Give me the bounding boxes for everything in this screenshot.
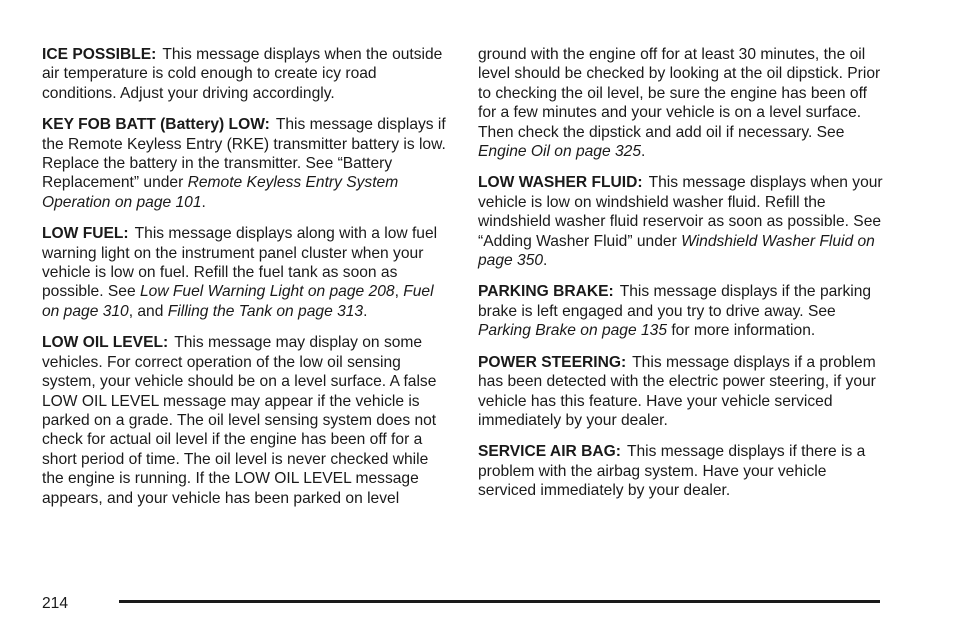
body-text: . (363, 302, 368, 320)
left-column (42, 45, 447, 520)
message-entry-service-air-bag (478, 442, 883, 500)
message-entry-key-fob-batt-low (42, 115, 447, 212)
message-entry-power-steering (478, 353, 883, 431)
body-text: This message displays when your vehicle is low on windshield washer fluid. Refill the windshield washer fluid reservoir as soon as possible. See “Adding Washer Fluid” under (478, 174, 883, 250)
message-heading: KEY FOB BATT (Battery) LOW: (42, 116, 270, 134)
message-entry-parking-brake (478, 282, 883, 340)
cross-reference: Engine Oil on page 325 (478, 143, 641, 161)
message-heading: PARKING BRAKE: (478, 283, 614, 301)
body-text: , (394, 283, 404, 301)
body-text: . (641, 143, 646, 161)
body-text: This message displays if the Remote Keyless Entry (RKE) transmitter battery is low. Replace the battery in the transmitter. See “Battery Replacement” under (42, 116, 446, 192)
right-column (478, 45, 883, 513)
body-text: This message displays when the outside air temperature is cold enough to create icy road conditions. Adjust your driving accordingly. (42, 46, 443, 102)
message-heading: LOW FUEL: (42, 225, 129, 243)
body-text: This message displays if the parking brake is left engaged and you try to drive away. See (478, 283, 872, 320)
message-entry-continued (478, 45, 883, 161)
message-entry-low-fuel (42, 224, 447, 321)
footer-rule (119, 600, 880, 603)
body-text: This message displays if there is a problem with the airbag system. Have your vehicle serviced immediately by your dealer. (478, 443, 866, 500)
message-heading: POWER STEERING: (478, 353, 627, 371)
cross-reference: Low Fuel Warning Light on page 208 (139, 283, 395, 301)
body-text: . (201, 193, 206, 211)
cross-reference: Parking Brake on page 135 (478, 322, 667, 340)
body-text: for more information. (667, 322, 816, 340)
message-entry-low-washer-fluid (478, 173, 883, 270)
message-heading: LOW WASHER FLUID: (478, 174, 643, 192)
message-entry-ice-possible (42, 45, 447, 103)
cross-reference: Fuel on page 310 (42, 283, 434, 320)
body-text: , and (128, 302, 168, 320)
body-text: This message may display on some vehicles. For correct operation of the low oil sensing system, your vehicle should be on a level surface. A false LOW OIL LEVEL message may appear if the vehicle is parked on a grade. The oil level sensing system does not check for actual oil level if the engine has been off for a short period of time. The oil level is never checked while the engine is running. If the LOW OIL LEVEL message appears, and your vehicle has been parked on level (42, 334, 437, 507)
body-text: ground with the engine off for at least 30 minutes, the oil level should be checked by looking at the oil dipstick. Prior to checking the oil level, be sure the engine has been off for a few minutes and your vehicle is on a level surface. Then check the dipstick and add oil if necessary. See (478, 46, 881, 141)
message-entry-low-oil-level (42, 333, 447, 508)
page-number: 214 (42, 595, 69, 612)
body-text: This message displays along with a low fuel warning light on the instrument panel cluster when your vehicle is low on fuel. Refill the fuel tank as soon as possible. See (42, 225, 438, 301)
body-text: This message displays if a problem has been detected with the electric power steering, if your vehicle has this feature. Have your vehicle serviced immediately by your dealer. (478, 353, 876, 429)
cross-reference: Filling the Tank on page 313 (167, 302, 364, 320)
message-heading: ICE POSSIBLE: (42, 46, 157, 63)
cross-reference: Windshield Washer Fluid on page 350 (478, 232, 875, 270)
body-text: . (543, 252, 548, 270)
cross-reference: Remote Keyless Entry System Operation on page 101 (42, 174, 399, 211)
message-heading: SERVICE AIR BAG: (478, 443, 621, 461)
message-heading: LOW OIL LEVEL: (42, 334, 169, 352)
